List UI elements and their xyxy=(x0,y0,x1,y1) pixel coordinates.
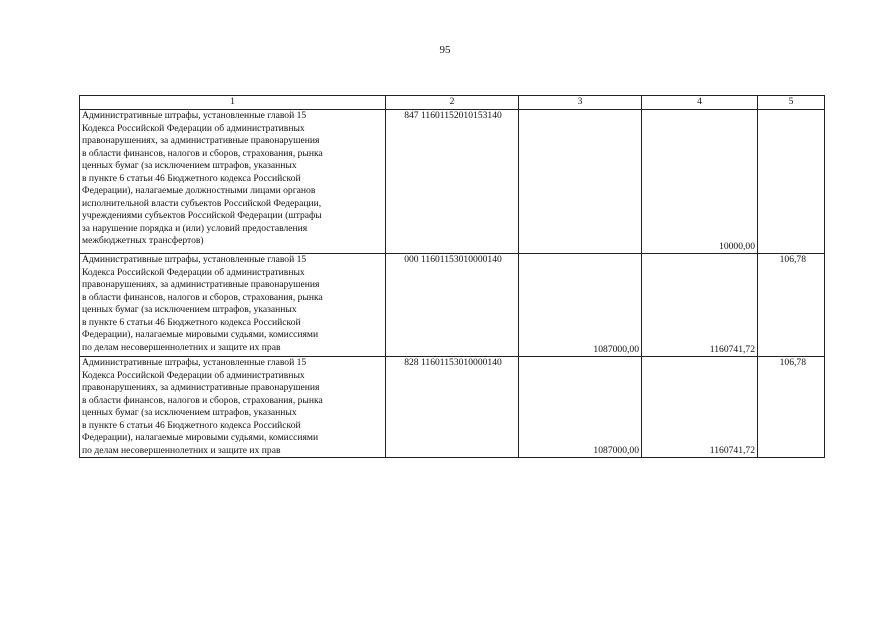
description-line: в пункте 6 статьи 46 Бюджетного кодекса Российской xyxy=(82,172,301,184)
row-col4-value: 10000,00 xyxy=(642,110,758,254)
description-line: Административные штрафы, установленные главой 15 xyxy=(82,254,307,265)
row-description xyxy=(80,110,386,254)
description-line: исполнительной власти субъектов Российской Федерации, xyxy=(82,197,322,209)
row-col3-value xyxy=(519,110,642,254)
description-line: по делам несовершеннолетних и защите их прав xyxy=(82,444,281,456)
row-col5-value xyxy=(758,110,825,254)
column-header-5: 5 xyxy=(758,96,825,110)
table-header-row xyxy=(80,96,825,110)
description-line: межбюджетных трансфертов) xyxy=(82,235,204,246)
row-col4-value: 1160741,72 xyxy=(642,254,758,357)
row-col3-value: 1087000,00 xyxy=(519,254,642,357)
description-line: по делам несовершеннолетних и защите их прав xyxy=(82,341,281,353)
row-code: 847 11601152010153140 xyxy=(386,110,519,254)
description-line: Федерации), налагаемые мировыми судьями, комиссиями xyxy=(82,329,319,340)
description-line: Административные штрафы, установленные главой 15 xyxy=(82,357,307,368)
column-header-2: 2 xyxy=(386,96,519,110)
table-row xyxy=(80,110,825,254)
description-line: за нарушение порядка и (или) условий предоставления xyxy=(82,222,308,234)
description-line: учреждениями субъектов Российской Федерации (штрафы xyxy=(82,210,322,221)
description-line: правонарушениях, за административные правонарушения xyxy=(82,135,320,146)
page-number: 95 xyxy=(439,44,451,56)
column-header-3: 3 xyxy=(519,96,642,110)
row-col5-value: 106,78 xyxy=(758,254,825,357)
row-description xyxy=(80,254,386,357)
description-line: Административные штрафы, установленные главой 15 xyxy=(82,110,307,121)
row-col4-value: 1160741,72 xyxy=(642,357,758,458)
column-header-1: 1 xyxy=(80,96,386,110)
description-line: Федерации), налагаемые должностными лицами органов xyxy=(82,185,316,196)
row-code: 000 11601153010000140 xyxy=(386,254,519,357)
description-line: Федерации), налагаемые мировыми судьями, комиссиями xyxy=(82,432,319,443)
table-row xyxy=(80,254,825,357)
description-line: в области финансов, налогов и сборов, страхования, рынка xyxy=(82,291,323,303)
description-line: в пункте 6 статьи 46 Бюджетного кодекса Российской xyxy=(82,419,301,431)
column-header-4: 4 xyxy=(642,96,758,110)
description-line: ценных бумаг (за исключением штрафов, указанных xyxy=(82,304,297,315)
description-line: правонарушениях, за административные правонарушения xyxy=(82,279,320,290)
description-line: Кодекса Российской Федерации об административных xyxy=(82,122,305,134)
table-row xyxy=(80,357,825,458)
description-line: в области финансов, налогов и сборов, страхования, рынка xyxy=(82,147,323,159)
description-line: ценных бумаг (за исключением штрафов, указанных xyxy=(82,160,297,171)
row-col5-value: 106,78 xyxy=(758,357,825,458)
description-line: Кодекса Российской Федерации об административных xyxy=(82,369,305,381)
row-col3-value: 1087000,00 xyxy=(519,357,642,458)
description-line: правонарушениях, за административные правонарушения xyxy=(82,382,320,393)
row-code: 828 11601153010000140 xyxy=(386,357,519,458)
description-line: Кодекса Российской Федерации об административных xyxy=(82,266,305,278)
description-line: ценных бумаг (за исключением штрафов, указанных xyxy=(82,407,297,418)
description-line: в области финансов, налогов и сборов, страхования, рынка xyxy=(82,394,323,406)
description-line: в пункте 6 статьи 46 Бюджетного кодекса Российской xyxy=(82,316,301,328)
row-description xyxy=(80,357,386,458)
budget-table xyxy=(79,95,825,458)
